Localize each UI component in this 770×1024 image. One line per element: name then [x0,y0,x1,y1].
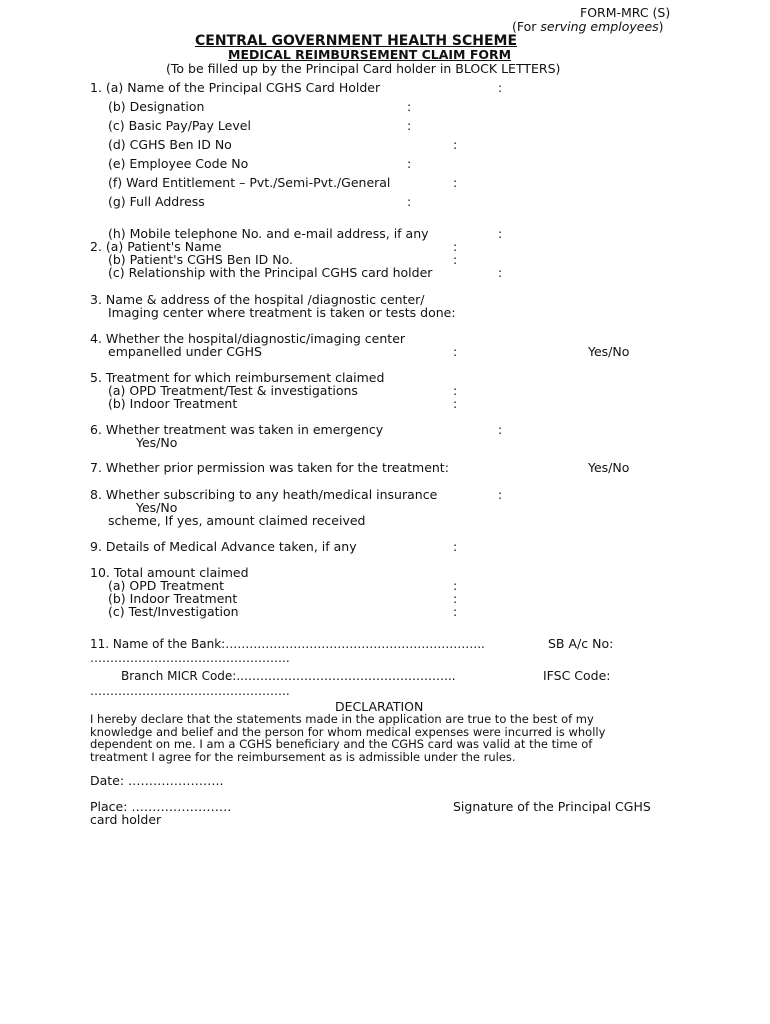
item-1c-label: (c) Basic Pay/Pay Level [108,118,251,133]
ifsc-code-label: IFSC Code: [543,668,611,683]
colon: : [453,396,458,411]
colon: : [407,118,412,133]
micr-code-label: Branch MICR Code:..…………………………………………….. [121,669,456,683]
colon: : [407,99,412,114]
item-2c-label: (c) Relationship with the Principal CGHS card holder [108,265,433,280]
colon: : [453,604,458,619]
item-1e-label: (e) Employee Code No [108,156,249,171]
item-9-label: 9. Details of Medical Advance taken, if any [90,539,357,554]
ifsc-code-dots: ………………………………………….. [90,684,290,698]
colon: : [453,539,458,554]
place-field: Place: …………………… [90,799,232,814]
colon: : [498,487,503,502]
sb-account-dots: ………………………………………….. [90,651,290,665]
item-5a-label: (a) OPD Treatment/Test & investigations [108,383,358,398]
date-field: Date: ………………….. [90,773,224,788]
item-6-answer: Yes/No [136,435,178,450]
item-4-line1: 4. Whether the hospital/diagnostic/imaging center [90,331,406,346]
item-5-line1: 5. Treatment for which reimbursement claimed [90,370,385,385]
colon: : [453,591,458,606]
signature-label-cont: card holder [90,812,162,827]
form-code: FORM-MRC (S) [580,5,671,20]
item-8-line1: 8. Whether subscribing to any heath/medical insurance [90,487,438,502]
colon: : [453,252,458,267]
item-1f-label: (f) Ward Entitlement – Pvt./Semi-Pvt./General [108,175,391,190]
for-italic: serving employees [540,19,659,34]
colon: : [453,175,458,190]
item-7-answer: Yes/No [588,460,630,475]
colon: : [453,344,458,359]
form-instruction: (To be filled up by the Principal Card holder in BLOCK LETTERS) [166,61,561,76]
item-3-line1: 3. Name & address of the hospital /diagnostic center/ [90,292,425,307]
item-10c-label: (c) Test/Investigation [108,604,239,619]
form-subtitle: MEDICAL REIMBURSEMENT CLAIM FORM [228,47,512,62]
colon: : [453,578,458,593]
item-4-answer: Yes/No [588,344,630,359]
sb-account-label: SB A/c No: [548,636,614,651]
colon: : [498,422,503,437]
declaration-text: I hereby declare that the statements made in the application are true to the best of my knowledge and belief and the person for whom medical expenses were incurred is wholly dependent on me. I am a CGHS beneficiary and the CGHS card was valid at the time of treatment I agree for the reimbursement as is admissible under the rules. [90,712,606,764]
colon: : [407,194,412,209]
item-4-line2: empanelled under CGHS [108,344,262,359]
item-1g-label: (g) Full Address [108,194,205,209]
colon: : [453,239,458,254]
form-for-note [512,20,664,34]
item-10b-label: (b) Indoor Treatment [108,591,238,606]
colon: : [453,137,458,152]
item-8-line2: scheme, If yes, amount claimed received [108,513,366,528]
item-6-line1: 6. Whether treatment was taken in emergency [90,422,384,437]
item-8-answer: Yes/No [136,500,178,515]
item-7-line1: 7. Whether prior permission was taken for the treatment: [90,460,449,475]
item-1b-label: (b) Designation [108,99,205,114]
item-1d-label: (d) CGHS Ben ID No [108,137,232,152]
item-10a-label: (a) OPD Treatment [108,578,224,593]
colon: : [498,80,503,95]
colon: : [407,156,412,171]
colon: : [498,226,503,241]
item-10-label: 10. Total amount claimed [90,565,249,580]
colon: : [498,265,503,280]
page-title: CENTRAL GOVERNMENT HEALTH SCHEME [195,33,518,49]
colon: : [453,383,458,398]
bank-name-label: 11. Name of the Bank:……………………………………………………….. [90,637,485,651]
item-2b-label: (b) Patient's CGHS Ben ID No. [108,252,294,267]
item-5b-label: (b) Indoor Treatment [108,396,238,411]
item-1a-label: 1. (a) Name of the Principal CGHS Card Holder [90,80,381,95]
item-2a-label: 2. (a) Patient's Name [90,239,222,254]
item-3-line2: Imaging center where treatment is taken or tests done: [108,305,456,320]
item-1h-label: (h) Mobile telephone No. and e-mail address, if any [108,226,429,241]
for-prefix: (For [512,19,541,34]
declaration-heading: DECLARATION [335,699,424,714]
signature-label: Signature of the Principal CGHS [453,799,651,814]
for-suffix: ) [658,19,664,34]
